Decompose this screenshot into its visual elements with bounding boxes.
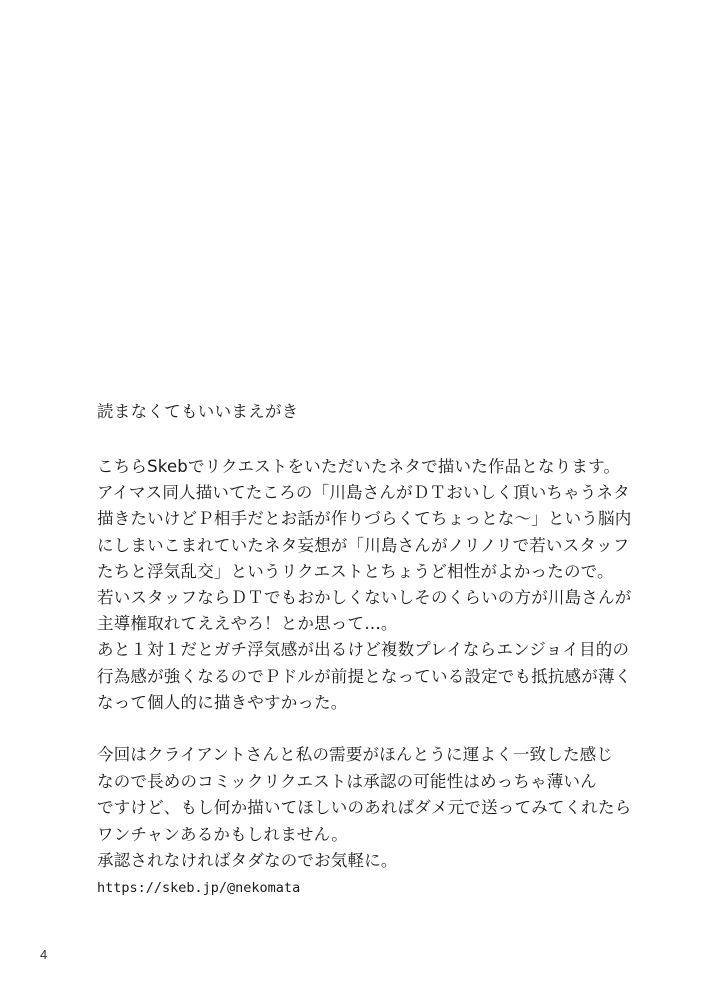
paragraph-2-line: 承認されなければタダなのでお気軽に。: [97, 851, 398, 871]
paragraph-1: [97, 454, 677, 716]
paragraph-1-line: たちと浮気乱交」というリクエストとちょうど相性がよかったので。: [97, 561, 614, 581]
paragraph-1-line: 若いスタッフならＤＴでもおかしくないしそのくらいの方が川島さんが: [97, 588, 632, 608]
page-number: 4: [40, 947, 48, 962]
paragraph-1-line: あと１対１だとガチ浮気感が出るけど複数プレイならエンジョイ目的の: [97, 640, 630, 660]
paragraph-2: [97, 742, 677, 901]
paragraph-1-line: なって個人的に描きやすかった。: [97, 692, 348, 712]
paragraph-2-line: ワンチャンあるかもしれません。: [97, 824, 348, 844]
paragraph-1-line: 主導権取れてええやろ！とか思って…。: [97, 614, 398, 634]
paragraph-2-line: なので長めのコミックリクエストは承認の可能性はめっちゃ薄いん: [97, 771, 597, 791]
paragraph-1-line: こちらSkebでリクエストをいただいたネタで描いた作品となります。: [97, 457, 621, 476]
document-title: 読まなくてもいいまえがき: [97, 402, 299, 421]
paragraph-1-line: 描きたいけどＰ相手だとお話が作りづらくてちょっとな～」という脳内: [97, 509, 632, 529]
paragraph-1-line: アイマス同人描いてたころの「川島さんがＤＴおいしく頂いちゃうネタ: [97, 483, 630, 503]
skeb-url-link[interactable]: https://skeb.jp/@nekomata: [97, 879, 301, 896]
paragraph-1-line: にしまいこまれていたネタ妄想が「川島さんがノリノリで若いスタッフ: [97, 535, 630, 555]
afterword-text-block: [97, 398, 677, 927]
paragraph-2-line: 今回はクライアントさんと私の需要がほんとうに運よく一致した感じ: [97, 745, 614, 765]
paragraph-2-line: ですけど、もし何か描いてほしいのあればダメ元で送ってみてくれたら: [97, 798, 632, 818]
paragraph-1-line: 行為感が強くなるのでＰドルが前提となっている設定でも抵抗感が薄く: [97, 666, 632, 686]
